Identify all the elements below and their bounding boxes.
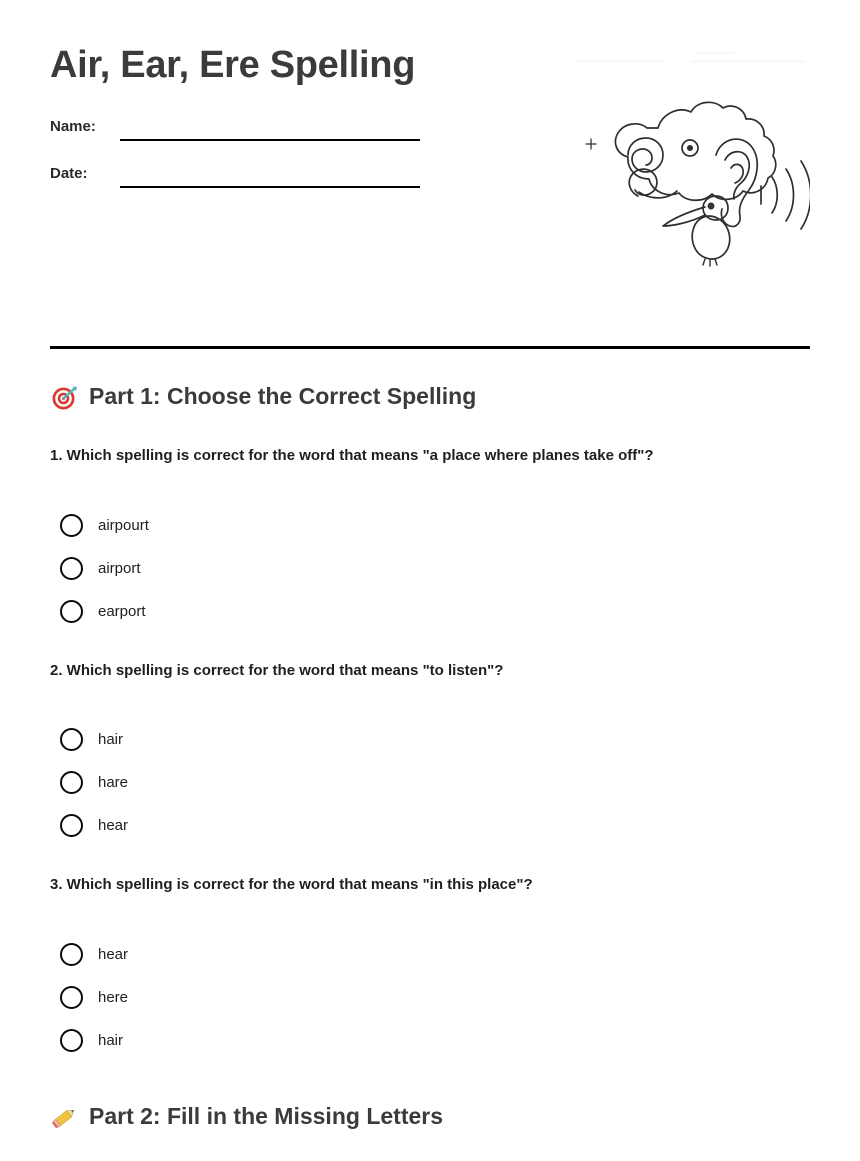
option-row[interactable] bbox=[50, 933, 820, 976]
kiwi-beak bbox=[663, 207, 705, 226]
question-3-text: 3. Which spelling is correct for the word that means "in this place"? bbox=[50, 876, 533, 893]
radio-button-icon[interactable] bbox=[60, 771, 83, 794]
kiwi-feet bbox=[703, 259, 717, 266]
illustration-svg bbox=[560, 44, 810, 274]
kiwi-body bbox=[692, 216, 730, 259]
option-row[interactable] bbox=[50, 804, 820, 847]
pencil-icon bbox=[50, 1102, 80, 1132]
sound-wave-arcs bbox=[761, 161, 810, 229]
radio-button-icon[interactable] bbox=[60, 814, 83, 837]
kiwi-eye-pupil bbox=[710, 205, 712, 207]
option-row[interactable] bbox=[50, 718, 820, 761]
radio-button-icon[interactable] bbox=[60, 986, 83, 1009]
option-row[interactable] bbox=[50, 547, 820, 590]
option-row[interactable] bbox=[50, 504, 820, 547]
option-label: hear bbox=[98, 817, 129, 834]
cloud-ear-kiwi-illustration bbox=[560, 44, 810, 274]
radio-button-icon[interactable] bbox=[60, 557, 83, 580]
part-2-heading bbox=[50, 1102, 820, 1132]
radio-button-icon[interactable] bbox=[60, 514, 83, 537]
question-2-options bbox=[50, 718, 820, 847]
question-2-text: 2. Which spelling is correct for the word that means "to listen"? bbox=[50, 661, 504, 679]
cloud-swirl-large bbox=[628, 138, 663, 172]
dart-board-icon bbox=[50, 382, 80, 412]
worksheet-body bbox=[50, 382, 820, 1132]
option-label: hare bbox=[98, 774, 129, 791]
sparkle-icon bbox=[586, 139, 596, 149]
question-1 bbox=[50, 446, 820, 633]
date-field-label: Date: bbox=[50, 164, 88, 182]
option-row[interactable] bbox=[50, 1019, 820, 1062]
question-1-text: 1. Which spelling is correct for the word that means "a place where planes take off"? bbox=[50, 447, 654, 464]
section-divider bbox=[50, 346, 810, 349]
question-2 bbox=[50, 661, 820, 848]
option-label: here bbox=[98, 988, 129, 1006]
ear-inner-curl bbox=[731, 164, 743, 183]
question-1-options bbox=[50, 504, 820, 633]
radio-button-icon[interactable] bbox=[60, 728, 83, 751]
radio-button-icon[interactable] bbox=[60, 1029, 83, 1052]
part-2-label: Part 2: Fill in the Missing Letters bbox=[89, 1102, 444, 1129]
option-row[interactable] bbox=[50, 976, 820, 1019]
option-label: airpourt bbox=[98, 516, 149, 534]
option-row[interactable] bbox=[50, 590, 820, 633]
option-row[interactable] bbox=[50, 761, 820, 804]
option-label: hair bbox=[98, 1031, 124, 1049]
radio-button-icon[interactable] bbox=[60, 943, 83, 966]
cloud-swirl-small bbox=[629, 169, 657, 196]
part-1-heading bbox=[50, 382, 820, 412]
option-label: airport bbox=[98, 559, 141, 577]
name-field-label: Name: bbox=[50, 117, 96, 135]
page-title: Air, Ear, Ere Spelling bbox=[50, 44, 416, 86]
option-label: earport bbox=[98, 602, 146, 620]
name-input-line[interactable] bbox=[120, 117, 420, 141]
date-input-line[interactable] bbox=[120, 164, 420, 188]
cloud-eye-pupil bbox=[688, 146, 692, 150]
part-1-label: Part 1: Choose the Correct Spelling bbox=[89, 383, 477, 410]
option-label: hair bbox=[98, 731, 124, 748]
question-3-options bbox=[50, 933, 820, 1062]
question-3 bbox=[50, 875, 820, 1062]
radio-button-icon[interactable] bbox=[60, 600, 83, 623]
option-label: hear bbox=[98, 945, 129, 963]
